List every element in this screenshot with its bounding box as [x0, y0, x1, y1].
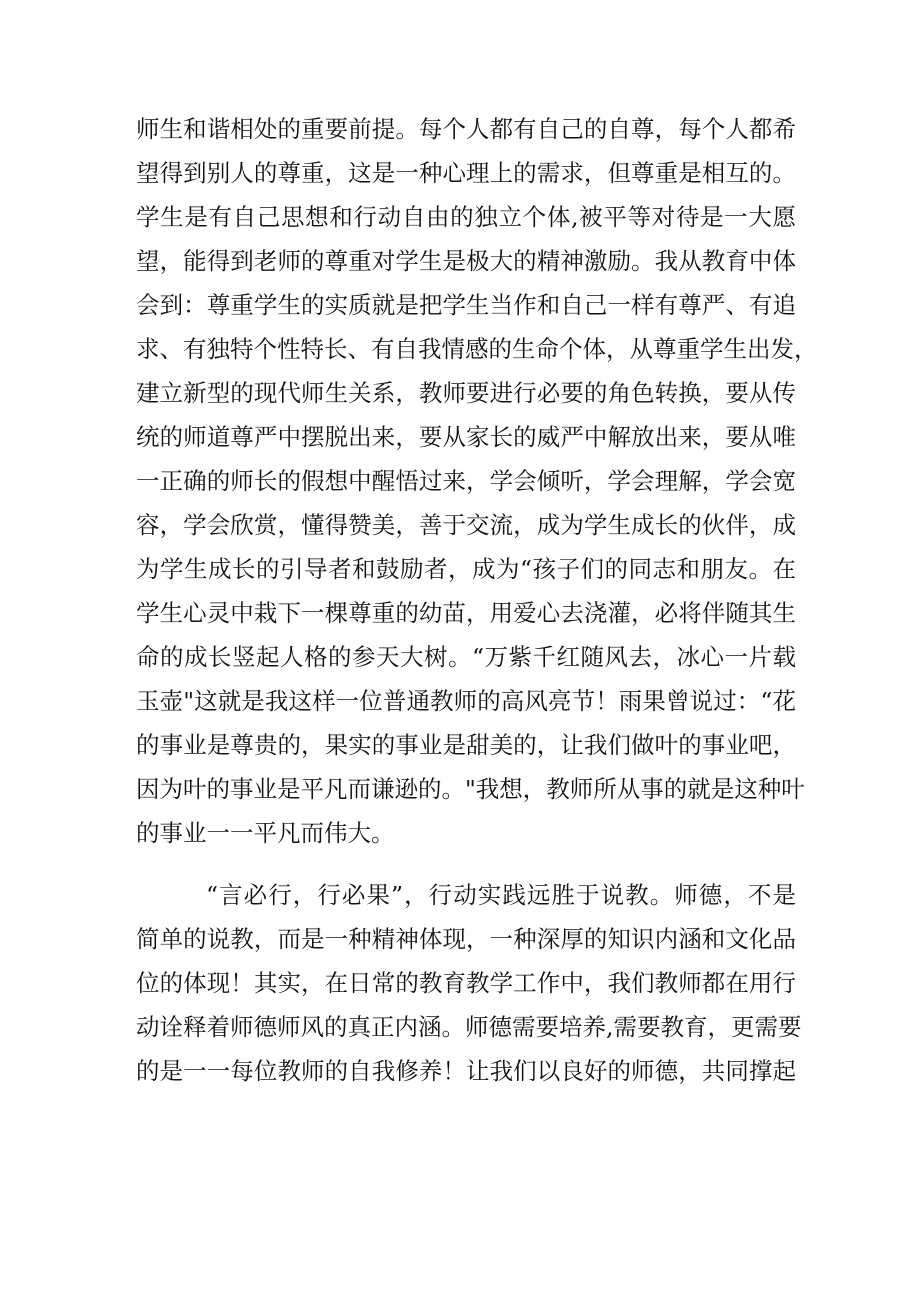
text-line: 玉壶"这就是我这样一位普通教师的高风亮节！雨果曾说过：“花	[136, 687, 796, 715]
text-line: 一正确的师长的假想中醒悟过来，学会倾听，学会理解，学会宽	[136, 467, 796, 495]
text-line: 望得到别人的尊重，这是一种心理上的需求，但尊重是相互的。	[136, 159, 796, 187]
text-line: “言必行，行必果”，行动实践远胜于说教。师德，不是	[206, 881, 796, 909]
text-line: 简单的说教，而是一种精神体现，一种深厚的知识内涵和文化品	[136, 925, 796, 953]
text-line: 学生是有自己思想和行动自由的独立个体,被平等对待是一大愿	[136, 203, 796, 231]
text-line: 会到：尊重学生的实质就是把学生当作和自己一样有尊严、有追	[136, 291, 796, 319]
text-line: 统的师道尊严中摆脱出来，要从家长的威严中解放出来，要从唯	[136, 423, 796, 451]
text-line: 建立新型的现代师生关系，教师要进行必要的角色转换，要从传	[136, 379, 796, 407]
text-line: 容，学会欣赏，懂得赞美，善于交流，成为学生成长的伙伴，成	[136, 511, 796, 539]
text-line: 师生和谐相处的重要前提。每个人都有自己的自尊，每个人都希	[136, 115, 796, 143]
text-line: 因为叶的事业是平凡而谦逊的。"我想，教师所从事的就是这种叶	[136, 775, 805, 803]
text-line: 命的成长竖起人格的参天大树。“万紫千红随风去，冰心一片载	[136, 643, 796, 671]
text-line: 的事业是尊贵的，果实的事业是甜美的，让我们做叶的事业吧，	[136, 731, 796, 759]
text-line: 望，能得到老师的尊重对学生是极大的精神激励。我从教育中体	[136, 247, 796, 275]
text-line: 动诠释着师德师风的真正内涵。师德需要培养,需要教育，更需要	[136, 1013, 802, 1041]
text-line: 为学生成长的引导者和鼓励者，成为“孩子们的同志和朋友。在	[136, 555, 796, 583]
text-line: 的事业一一平凡而伟大。	[136, 819, 395, 847]
text-line: 求、有独特个性特长、有自我情感的生命个体，从尊重学生出发，	[136, 335, 818, 363]
text-line: 位的体现！其实，在日常的教育教学工作中，我们教师都在用行	[136, 969, 796, 997]
text-line: 学生心灵中栽下一棵尊重的幼苗，用爱心去浇灌，必将伴随其生	[136, 599, 796, 627]
text-line: 的是一一每位教师的自我修养！让我们以良好的师德，共同撑起	[136, 1057, 796, 1085]
